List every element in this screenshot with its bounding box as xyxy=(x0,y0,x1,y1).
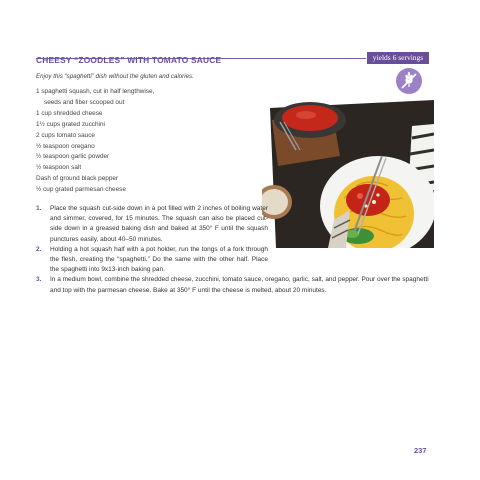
step-text: Place the squash cut-side down in a pot filled with 2 inches of boiling water and simmer, covered, for 15 minutes. The squash can also be placed cut-side down in a greased baking dish and baked at 350° F until the squash punctures easily, about 40–50 minutes. xyxy=(50,205,268,243)
ingredient-item: Dash of ground black pepper xyxy=(36,175,119,183)
step-item xyxy=(36,204,268,245)
ingredient-item: ½ teaspoon salt xyxy=(36,164,82,172)
recipe-subtitle: Enjoy this “spaghetti” dish without the gluten and calories. xyxy=(36,73,194,80)
step-number: 2. xyxy=(36,245,42,253)
step-item xyxy=(36,275,432,295)
step-text: In a medium bowl, combine the shredded cheese, zucchini, tomato sauce, oregano, garlic, salt, and pepper. Pour over the spaghetti and top with the parmesan cheese. Bake at 350° F until the cheese is melted, about 20 minutes. xyxy=(50,276,429,294)
step-item xyxy=(36,245,268,276)
ingredient-item: ½ teaspoon garlic powder xyxy=(36,153,110,161)
ingredient-item: 1½ cups grated zucchini xyxy=(36,120,105,128)
ingredient-list xyxy=(36,87,256,196)
ingredient-item: seeds and fiber scooped out xyxy=(44,98,125,106)
step-text: Holding a hot squash half with a pot holder, run the tongs of a fork through the flesh, creating the “spaghetti.” Do the same with the other half. Place the spaghetti into 9x13-inch baking pan. xyxy=(50,245,268,274)
ingredient-item: 1 spaghetti squash, cut in half lengthwise, xyxy=(36,88,155,95)
gluten-free-icon xyxy=(396,68,422,94)
step-number: 3. xyxy=(36,276,42,284)
ingredient-item: ½ teaspoon oregano xyxy=(36,142,95,150)
ingredient-item: 1 cup shredded cheese xyxy=(36,109,103,117)
method-steps xyxy=(36,204,432,296)
recipe-title: CHEESY “ZOODLES” WITH TOMATO SAUCE xyxy=(36,55,222,65)
yields-servings-tab: yields 6 servings xyxy=(367,52,429,64)
ingredient-item: 2 cups tomato sauce xyxy=(36,131,95,139)
step-number: 1. xyxy=(36,205,42,212)
ingredient-item: ½ cup grated parmesan cheese xyxy=(36,186,126,194)
page-number: 237 xyxy=(414,446,427,455)
